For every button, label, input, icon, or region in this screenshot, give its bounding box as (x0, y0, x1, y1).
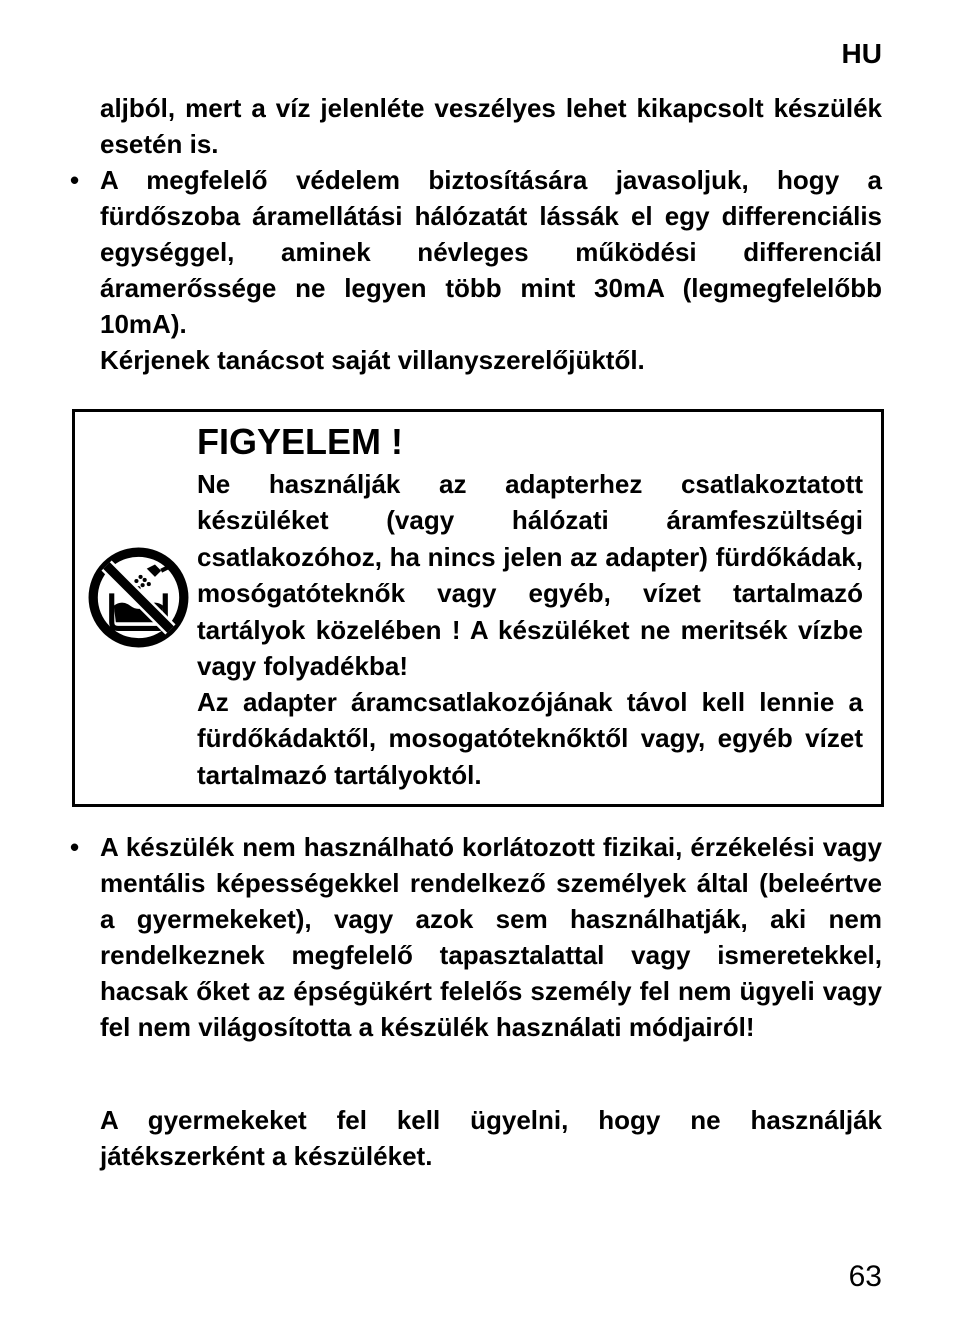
language-code: HU (841, 38, 882, 69)
electrician-advice: Kérjenek tanácsot saját villanyszerelőjüktől. (100, 345, 645, 375)
warning-text-distance: Az adapter áramcsatlakozójának távol kell lennie a fürdőkádaktől, mosogatóteknőktől vagy, egyéb vízet tartalmazó tartályoktól. (197, 687, 863, 790)
page-number: 63 (848, 1260, 882, 1293)
bullet-marker: • (70, 832, 80, 862)
children-note: A gyermekeket fel kell ügyelni, hogy ne használják játékszerként a készüléket. (100, 1105, 882, 1171)
continuation-paragraph: aljból, mert a víz jelenléte veszélyes lehet kikapcsolt készülék esetén is. (100, 93, 882, 159)
bullet-paragraph-capabilities: A készülék nem használható korlátozott fizikai, érzékelési vagy mentális képességekkel rendelkező személyek által (beleértve a gyermekeket), vagy azok sem használhatják, aki nem rendelkeznek megfelelő tapasztalattal vagy ismeretekkel, hacsak őket az épségükért felelős személy fel nem ügyeli vagy fel nem világosította a készülék használati módjairól! (100, 832, 882, 1042)
warning-title: FIGYELEM ! (197, 421, 403, 462)
bullet-paragraph-rcd: A megfelelő védelem biztosítására javasoljuk, hogy a fürdőszoba áramellátási hálózatát lássák el egy differenciális egységgel, aminek névleges működési differenciál áramerőssége ne legyen több mint 30mA (legmegfelelőbb 10mA). (100, 165, 882, 339)
warning-box (72, 409, 884, 807)
warning-text-adapter: Ne használják az adapterhez csatlakoztatott készüléket (vagy hálózati áramfeszültségi csatlakozóhoz, ha nincs jelen az adapter) fürdőkádak, mosógatóteknők vagy egyéb, vízet tartalmazó tartályok közelében ! A készüléket ne meritsék vízbe vagy folyadékba! (197, 469, 863, 682)
no-water-icon (87, 546, 190, 649)
bullet-marker: • (70, 165, 80, 195)
